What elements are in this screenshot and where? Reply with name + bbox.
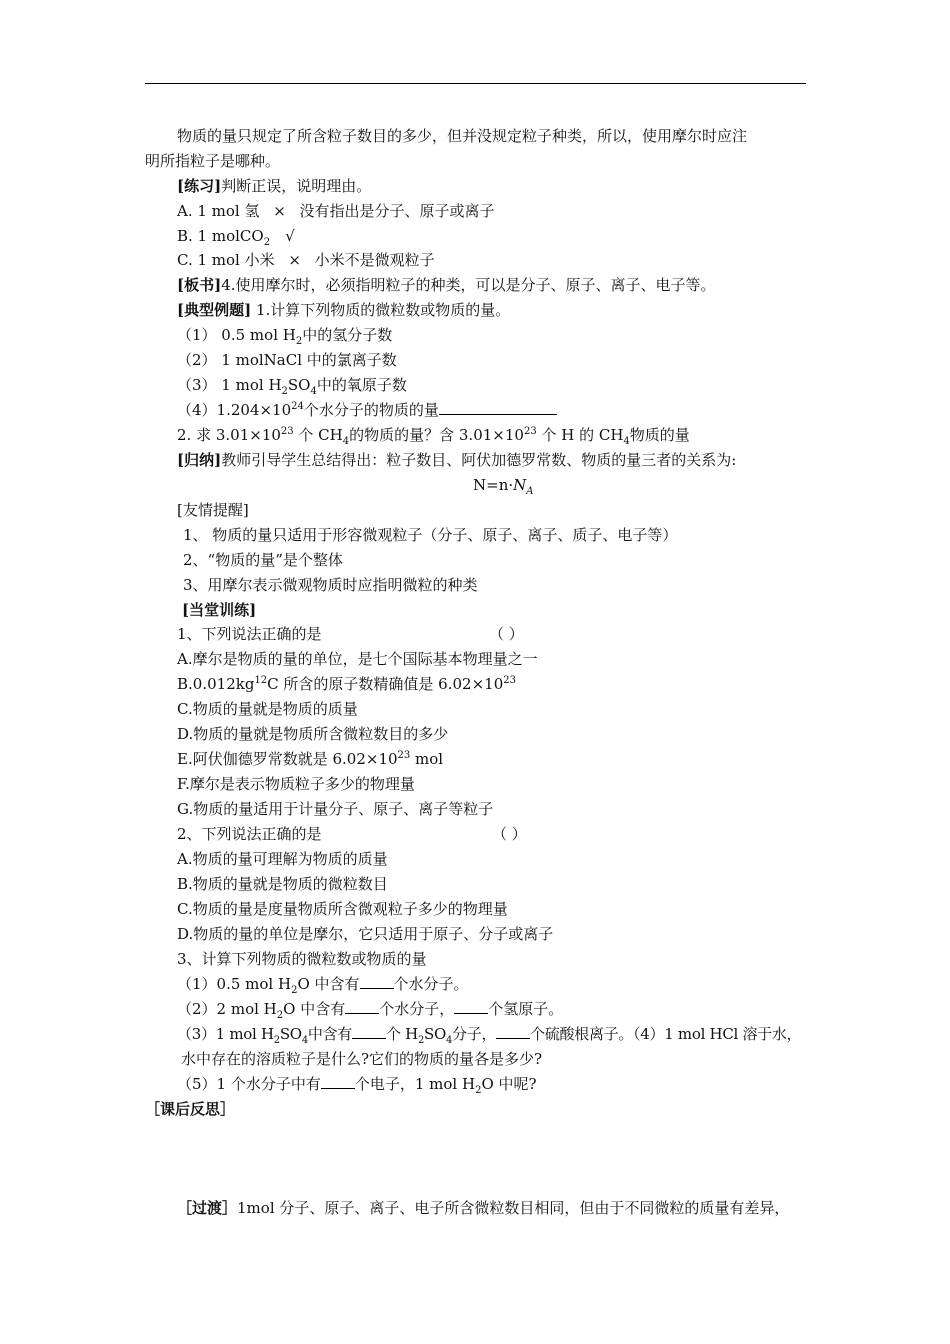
answer-blank[interactable] <box>439 400 557 415</box>
option: $B.0.012kg^{12}C$ 所含的原子数精确值是 $6.02\times 10^{23}$ <box>177 675 516 693</box>
paragraph-line: 物质的量只规定了所含粒子数目的多少，但并没规定粒子种类，所以，使用摩尔时应注 <box>177 127 748 145</box>
practice-item-c: C. 1 mol 小米 × 小米不是微观粒子 <box>177 251 435 269</box>
answer-blank[interactable] <box>352 1024 386 1039</box>
practice-heading: [练习]判断正误，说明理由。 <box>177 177 372 195</box>
training-q3-1: （1）0.5 mol $H_2O$ 中含有 个水分子。 <box>177 975 469 996</box>
example-q1: （1） 0.5 mol $H_2$中的氢分子数 <box>177 326 393 347</box>
training-q3: 3、计算下列物质的微粒数或物质的量 <box>177 950 427 968</box>
tips-heading: [友情提醒] <box>177 501 249 519</box>
answer-blank[interactable] <box>321 1074 355 1089</box>
option: D.物质的量就是物质所含微粒数目的多少 <box>177 725 449 743</box>
option: A.物质的量可理解为物质的质量 <box>177 850 388 868</box>
paragraph-line: 明所指粒子是哪种。 <box>145 152 281 170</box>
example-q2: （2） 1 molNaCl 中的氯离子数 <box>177 351 397 369</box>
summary-line: [归纳]教师引导学生总结得出：粒子数目、阿伏加德罗常数、物质的量三者的关系为: <box>177 451 737 469</box>
training-q1: 1、下列说法正确的是 <box>177 625 322 643</box>
answer-paren[interactable]: （ ） <box>492 825 527 843</box>
board-note: [板书]4.使用摩尔时，必须指明粒子的种类，可以是分子、原子、离子、电子等。 <box>177 276 716 294</box>
training-q2: 2、下列说法正确的是 <box>177 825 322 843</box>
example-q5: 2. 求 $3.01\times 10^{23}$ 个 $CH_4$的物质的量？含 $3.01\times 10^{23}$ 个 H 的 $CH_4$物质的量 <box>177 426 690 447</box>
tip-item: 2、“物质的量”是个整体 <box>183 551 343 569</box>
training-q3-2: （2）2 mol $H_2O$ 中含有 个水分子， 个氢原子。 <box>177 1000 564 1021</box>
training-q3-4: 水中存在的溶质粒子是什么?它们的物质的量各是多少? <box>181 1050 543 1068</box>
option: E.阿伏伽德罗常数就是 $6.02\times 10^{23}$ mol <box>177 750 444 768</box>
header-rule <box>145 83 806 84</box>
option: F.摩尔是表示物质粒子多少的物理量 <box>177 775 415 793</box>
answer-blank[interactable] <box>360 974 394 989</box>
option: B.物质的量就是物质的微粒数目 <box>177 875 388 893</box>
training-heading: [当堂训练] <box>182 601 257 619</box>
answer-paren[interactable]: （ ） <box>489 625 524 643</box>
transition-line: ［过渡］1mol 分子、原子、离子、电子所含微粒数目相同，但由于不同微粒的质量有差异， <box>177 1199 790 1217</box>
answer-blank[interactable] <box>345 999 379 1014</box>
answer-blank[interactable] <box>496 1024 530 1039</box>
tip-item: 3、用摩尔表示微观物质时应指明微粒的种类 <box>183 576 478 594</box>
practice-item-a: A. 1 mol 氢 × 没有指出是分子、原子或离子 <box>177 202 495 220</box>
answer-blank[interactable] <box>454 999 488 1014</box>
option: D.物质的量的单位是摩尔，它只适用于原子、分子或离子 <box>177 925 554 943</box>
option: G.物质的量适用于计量分子、原子、离子等粒子 <box>177 800 494 818</box>
option: A.摩尔是物质的量的单位，是七个国际基本物理量之一 <box>177 650 538 668</box>
example-heading: [典型例题] 1.计算下列物质的微粒数或物质的量。 <box>177 301 511 319</box>
reflection-heading: ［课后反思］ <box>145 1100 236 1118</box>
option: C.物质的量是度量物质所含微观粒子多少的物理量 <box>177 900 508 918</box>
example-q3: （3） 1 mol $H_2SO_4$中的氧原子数 <box>177 376 407 397</box>
example-q4: $(4)1.204\times 10^{24}$个水分子的物质的量 <box>177 400 557 420</box>
training-q3-5: （5）1 个水分子中有 个电子，1 mol $H_2O$ 中呢? <box>177 1075 537 1096</box>
practice-item-b: B. 1 molCO$_2$ √ <box>177 227 295 248</box>
formula: $N=n\cdot N_A$ <box>473 476 534 497</box>
tip-item: 1、 物质的量只适用于形容微观粒子（分子、原子、离子、质子、电子等） <box>183 526 678 544</box>
training-q3-3: （3）1 mol $H_2SO_4$中含有 个 $H_2SO_4$分子， 个硫酸根离子。（4）1 mol HCl 溶于水， <box>177 1025 802 1046</box>
option: C.物质的量就是物质的质量 <box>177 700 358 718</box>
